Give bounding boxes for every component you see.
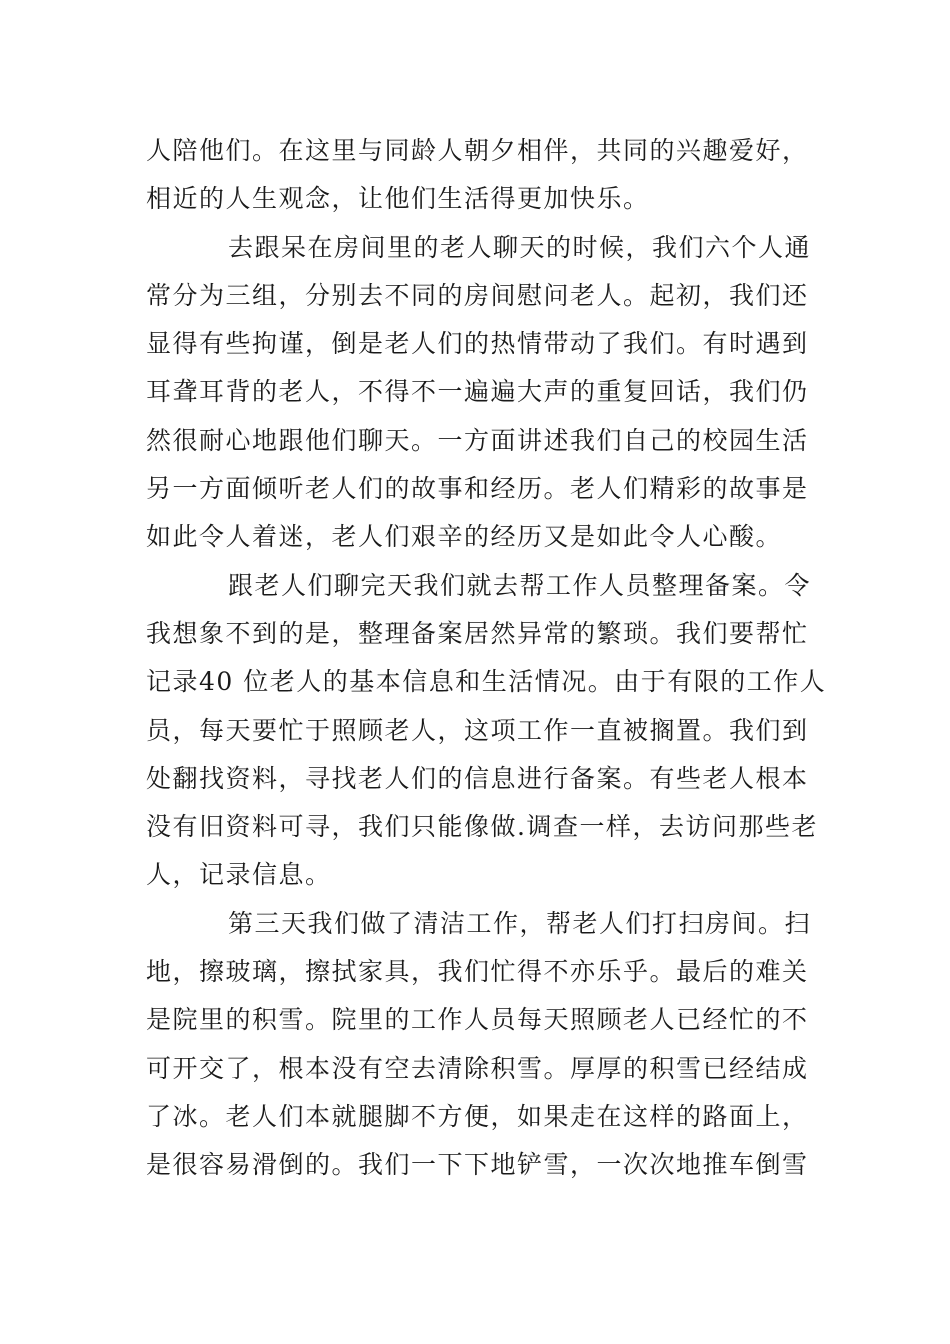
text-line: 耳聋耳背的老人，不得不一遍遍大声的重复回话，我们仍 bbox=[146, 377, 809, 407]
text-line: 是院里的积雪。院里的工作人员每天照顾老人已经忙的不 bbox=[146, 1005, 809, 1035]
text-line: 了冰。老人们本就腿脚不方便，如果走在这样的路面上， bbox=[146, 1101, 809, 1131]
paragraph-first-line: 第三天我们做了清洁工作，帮老人们打扫房间。扫 bbox=[228, 908, 812, 938]
text-line: 然很耐心地跟他们聊天。一方面讲述我们自己的校园生活 bbox=[146, 425, 809, 455]
text-line: 人陪他们。在这里与同龄人朝夕相伴，共同的兴趣爱好， bbox=[146, 136, 809, 165]
text-line: 处翻找资料，寻找老人们的信息进行备案。有些老人根本 bbox=[146, 763, 809, 793]
paragraph-first-line: 去跟呆在房间里的老人聊天的时候，我们六个人通 bbox=[228, 232, 812, 262]
text-line: 另一方面倾听老人们的故事和经历。老人们精彩的故事是 bbox=[146, 474, 809, 504]
text-line: 我想象不到的是，整理备案居然异常的繁琐。我们要帮忙 bbox=[146, 618, 809, 648]
document-body bbox=[146, 127, 827, 1190]
text-line: 相近的人生观念，让他们生活得更加快乐。 bbox=[146, 184, 650, 214]
text-line: 如此令人着迷，老人们艰辛的经历又是如此令人心酸。 bbox=[146, 522, 783, 552]
text-line: 显得有些拘谨，倒是老人们的热情带动了我们。有时遇到 bbox=[146, 329, 809, 359]
text-line: 地，擦玻璃，擦拭家具，我们忙得不亦乐乎。最后的难关 bbox=[146, 957, 809, 987]
text-line: 员，每天要忙于照顾老人，这项工作一直被搁置。我们到 bbox=[146, 715, 809, 745]
text-line: 人，记录信息。 bbox=[146, 860, 332, 890]
text-line: 没有旧资料可寻，我们只能像做.调查一样，去访问那些老 bbox=[146, 812, 818, 842]
paragraph-first-line: 跟老人们聊完天我们就去帮工作人员整理备案。令 bbox=[228, 570, 812, 600]
text-line: 记录40 位老人的基本信息和生活情况。由于有限的工作人 bbox=[146, 667, 827, 697]
text-line: 可开交了，根本没有空去清除积雪。厚厚的积雪已经结成 bbox=[146, 1053, 809, 1083]
text-line: 常分为三组，分别去不同的房间慰问老人。起初，我们还 bbox=[146, 280, 809, 310]
text-line: 是很容易滑倒的。我们一下下地铲雪，一次次地推车倒雪 bbox=[146, 1150, 809, 1180]
